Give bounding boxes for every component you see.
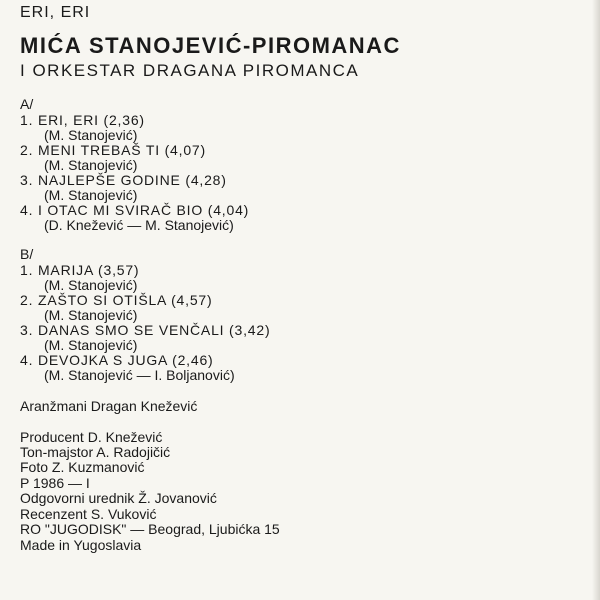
credit-b3: (M. Stanojević) [44, 337, 138, 353]
copyright-line: P 1986 — I [20, 475, 90, 491]
editor-line: Odgovorni urednik Ž. Jovanović [20, 490, 217, 506]
album-title: ERI, ERI [20, 4, 91, 21]
credit-b1: (M. Stanojević) [44, 277, 138, 293]
side-a-label: A/ [20, 96, 34, 112]
side-b-label: B/ [20, 246, 34, 262]
paper-edge [592, 0, 600, 600]
credit-b2: (M. Stanojević) [44, 307, 138, 323]
made-in-line: Made in Yugoslavia [20, 537, 142, 553]
track-b1: 1. MARIJA (3,57) [20, 262, 140, 278]
label-address-line: RO "JUGODISK" — Beograd, Ljubićka 15 [20, 521, 280, 537]
credit-a1: (M. Stanojević) [44, 127, 138, 143]
credit-b4: (M. Stanojević — I. Boljanović) [44, 367, 235, 383]
track-a3: 3. NAJLEPŠE GODINE (4,28) [20, 172, 227, 188]
track-a4: 4. I OTAC MI SVIRAČ BIO (4,04) [20, 202, 250, 218]
credit-a4: (D. Knežević — M. Stanojević) [44, 217, 234, 233]
track-a2: 2. MENI TREBAŠ TI (4,07) [20, 142, 206, 158]
orchestra-name: I ORKESTAR DRAGANA PIROMANCA [20, 61, 360, 80]
producer-line: Producent D. Knežević [20, 429, 163, 445]
sound-engineer-line: Ton-majstor A. Radojičić [20, 444, 171, 460]
artist-name: MIĆA STANOJEVIĆ-PIROMANAC [20, 33, 401, 58]
credit-a2: (M. Stanojević) [44, 157, 138, 173]
arrangements-credit: Aranžmani Dragan Knežević [20, 398, 198, 414]
credit-a3: (M. Stanojević) [44, 187, 138, 203]
track-b2: 2. ZAŠTO SI OTIŠLA (4,57) [20, 292, 213, 308]
reviewer-line: Recenzent S. Vuković [20, 506, 157, 522]
track-a1: 1. ERI, ERI (2,36) [20, 112, 145, 128]
track-b3: 3. DANAS SMO SE VENČALI (3,42) [20, 322, 271, 338]
track-b4: 4. DEVOJKA S JUGA (2,46) [20, 352, 214, 368]
photo-line: Foto Z. Kuzmanović [20, 459, 145, 475]
